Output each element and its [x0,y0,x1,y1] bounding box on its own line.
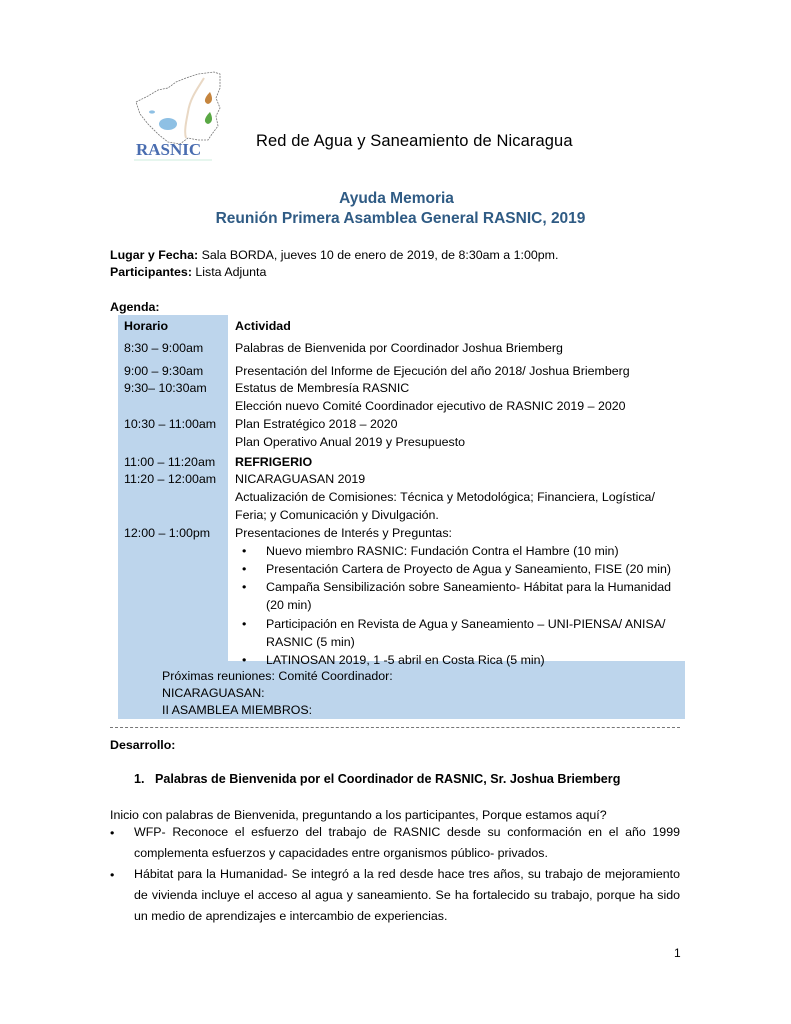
agenda-time: 9:00 – 9:30am [124,364,204,378]
agenda-row [118,506,685,524]
participants-label: Participantes: [110,265,192,279]
heading-number: 1. [134,772,145,786]
heading-text: Palabras de Bienvenida por el Coordinador de RASNIC, Sr. Joshua Briemberg [155,772,621,786]
meeting-participants [110,264,266,281]
agenda-activity: Presentación del Informe de Ejecución del año 2018/ Joshua Briemberg [235,364,630,378]
bullet-icon: • [242,580,247,594]
development-heading [134,772,620,786]
bullet-text: LATINOSAN 2019, 1 -5 abril en Costa Rica (5 min) [266,653,545,667]
agenda-time: 9:30– 10:30am [124,381,207,395]
agenda-row [118,397,685,415]
agenda-bullet-item [118,578,685,596]
nicaragua-map-icon [128,68,238,163]
next-meetings-line [118,667,685,685]
rasnic-logo [128,68,238,163]
agenda-bullet-continuation [118,596,685,614]
agenda-label: Agenda: [110,300,160,314]
bullet-icon: • [242,544,247,558]
next-meetings-line [118,684,685,702]
next-meetings-line [118,701,685,719]
agenda-table [118,315,685,719]
place-label: Lugar y Fecha: [110,248,199,262]
development-bullet: WFP- Reconoce el esfuerzo del trabajo de RASNIC desde su conformación en el año 1999 complementa esfuerzos y capacidades entre organismos público- privados. [134,825,680,860]
next-meetings-text: NICARAGUASAN: [162,686,265,700]
bullet-icon: • [242,617,247,631]
agenda-time: 11:20 – 12:00am [124,472,217,486]
bullet-icon: • [110,826,115,840]
agenda-activity: Feria; y Comunicación y Divulgación. [235,508,439,522]
agenda-row [118,488,685,506]
agenda-activity: Presentaciones de Interés y Preguntas: [235,526,452,540]
agenda-activity: Plan Estratégico 2018 – 2020 [235,417,398,431]
agenda-row [118,524,685,542]
agenda-bullet-item [118,560,685,578]
page-number: 1 [674,946,681,960]
logo-text: RASNIC [136,140,202,159]
next-meetings-text: Próximas reuniones: Comité Coordinador: [162,669,393,683]
column-header-activity: Actividad [235,319,291,333]
participants-value: Lista Adjunta [191,265,267,279]
agenda-row [118,415,685,433]
meeting-place-date [110,247,558,264]
agenda-row [118,379,685,397]
bullet-text: Participación en Revista de Agua y Saneamiento – UNI-PIENSA/ ANISA/ [266,617,666,631]
organization-name: Red de Agua y Saneamiento de Nicaragua [256,132,573,150]
agenda-activity: Palabras de Bienvenida por Coordinador Joshua Briemberg [235,341,563,355]
agenda-activity: Plan Operativo Anual 2019 y Presupuesto [235,435,466,449]
column-header-time: Horario [124,319,169,333]
agenda-row [118,339,685,357]
agenda-activity: Estatus de Membresía RASNIC [235,381,410,395]
agenda-time: 10:30 – 11:00am [124,417,217,431]
agenda-time: 11:00 – 11:20am [124,455,216,469]
development-bullet: Hábitat para la Humanidad- Se integró a la red desde hace tres años, su trabajo de mejoramiento de vivienda incluye el acceso al agua y saneamiento. Se ha fortalecido su trabajo, porque ha sido un medio de aprendizajes e intercambio de experiencias. [134,867,680,923]
agenda-time: 8:30 – 9:00am [124,341,204,355]
agenda-row [118,362,685,380]
agenda-row [118,470,685,488]
section-divider [110,727,680,728]
agenda-activity: REFRIGERIO [235,455,313,469]
development-label: Desarrollo: [110,738,176,752]
agenda-row [118,433,685,451]
agenda-activity: Elección nuevo Comité Coordinador ejecutivo de RASNIC 2019 – 2020 [235,399,626,413]
bullet-text: (20 min) [266,598,312,612]
bullet-text: RASNIC (5 min) [266,635,355,649]
bullet-icon: • [242,562,247,576]
bullet-text: Campaña Sensibilización sobre Saneamiento- Hábitat para la Humanidad [266,580,671,594]
bullet-icon: • [242,653,247,667]
agenda-activity: NICARAGUASAN 2019 [235,472,366,486]
bullet-text: Nuevo miembro RASNIC: Fundación Contra el Hambre (10 min) [266,544,619,558]
document-subtitle: Reunión Primera Asamblea General RASNIC, 2019 [215,210,586,227]
place-value: Sala BORDA, jueves 10 de enero de 2019, de 8:30am a 1:00pm. [198,248,559,262]
agenda-bullet-item [118,615,685,633]
agenda-time: 12:00 – 1:00pm [124,526,211,540]
bullet-text: Presentación Cartera de Proyecto de Agua y Saneamiento, FISE (20 min) [266,562,671,576]
next-meetings-text: II ASAMBLEA MIEMBROS: [162,703,313,717]
agenda-header-row [118,317,685,335]
agenda-row [118,453,685,471]
document-title: Ayuda Memoria [339,190,454,207]
intro-paragraph: Inicio con palabras de Bienvenida, preguntando a los participantes, Porque estamos aquí? [110,808,607,822]
agenda-bullet-continuation [118,633,685,651]
agenda-activity: Actualización de Comisiones: Técnica y Metodológica; Financiera, Logística/ [235,490,655,504]
bullet-icon: • [110,868,115,882]
agenda-bullet-item [118,542,685,560]
